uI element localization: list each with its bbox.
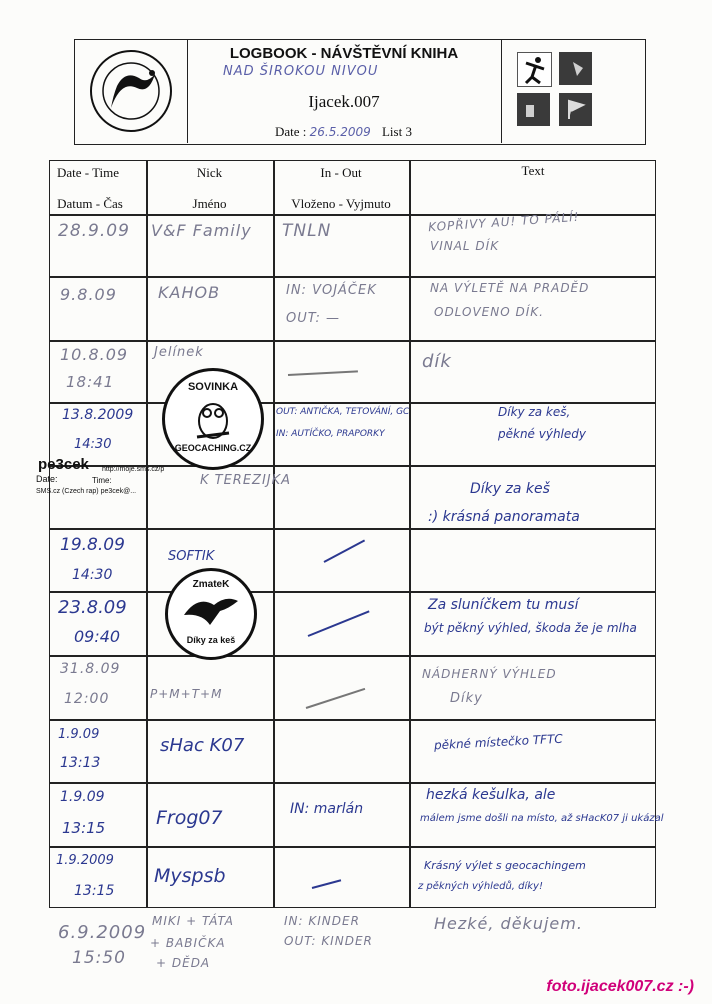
pe3cek-name: pe3cek <box>38 456 89 473</box>
col-inout-header: In - Out <box>320 165 362 180</box>
row-9-text-1: pěkné místečko TFTC <box>433 731 564 753</box>
row-1-inout: TNLN <box>282 221 332 241</box>
extra-entry-date: 6.9.2009 <box>58 922 147 943</box>
row-4-text-1: Díky za keš, <box>498 405 571 419</box>
owl-icon <box>193 397 233 441</box>
row-2-text-2: ODLOVENO DÍK. <box>434 305 544 319</box>
logo-cell <box>75 40 188 143</box>
row-7-text-2: být pěkný výhled, škoda že je mlha <box>424 621 637 635</box>
row-11-inout-dash <box>312 879 341 889</box>
row-10-inout: IN: marlán <box>290 801 364 817</box>
col-nick-header-cz: Jméno <box>192 196 227 211</box>
date-row <box>275 124 412 140</box>
extra-entry-in: IN: KINDER <box>284 914 360 928</box>
row-3-inout-dash <box>288 370 358 376</box>
hiker-icon <box>517 52 552 87</box>
sovinka-stamp-bottom: GEOCACHING.CZ <box>174 443 252 453</box>
row-8-time: 12:00 <box>64 691 110 707</box>
sovinka-stamp-top: SOVINKA <box>187 381 239 393</box>
extra-entry-text: Hezké, děkujem. <box>434 914 583 933</box>
geocache-icons <box>501 40 644 143</box>
row-4-date: 13.8.2009 <box>62 407 134 423</box>
cache-id: Ijacek.007 <box>308 92 380 111</box>
row-3-nick: Jelínek <box>154 345 204 360</box>
row-6-date: 19.8.09 <box>60 535 125 555</box>
extra-entry-nick-2: + BABIČKA <box>150 936 226 950</box>
row-11-text-2: z pěkných výhledů, díky! <box>418 881 543 892</box>
row-6-nick: SOFTIK <box>168 549 215 564</box>
box-icon <box>517 93 550 126</box>
pe3cek-stamp <box>30 456 200 512</box>
row-10-text-2: málem jsme došli na místo, až sHacK07 ji ukázal <box>420 813 664 824</box>
row-9-date: 1.9.09 <box>58 727 100 742</box>
row-1-text-1: KOPŘIVY AU! TO PÁLÍ! <box>427 209 580 235</box>
row-3-date: 10.8.09 <box>60 345 129 364</box>
row-4-text-2: pěkné výhledy <box>498 427 586 441</box>
row-2-inout-2: OUT: — <box>286 311 341 326</box>
row-1-date: 28.9.09 <box>58 221 130 241</box>
zmatek-stamp-top: ZmateK <box>192 579 230 590</box>
row-5-text-1: Díky za keš <box>470 481 550 497</box>
row-1-text-2: VINAL DÍK <box>430 239 500 253</box>
title-cell <box>187 40 502 143</box>
geocaching-logo-icon <box>75 40 187 143</box>
flag-icon <box>559 93 592 126</box>
terrain-icon <box>559 52 592 85</box>
extra-entry-out: OUT: KINDER <box>284 934 373 948</box>
row-10-nick: Frog07 <box>156 807 223 829</box>
row-7-inout-dash <box>308 610 370 637</box>
row-4-inout-2: IN: AUTÍČKO, PRAPORKY <box>276 429 385 439</box>
col-inout-header-cz: Vloženo - Vyjmuto <box>291 196 391 211</box>
pe3cek-time-label: Time: <box>92 476 112 485</box>
log-table <box>49 160 664 908</box>
row-8-date: 31.8.09 <box>60 661 121 677</box>
row-8-inout-dash <box>306 688 366 709</box>
date-label: Date : <box>275 124 307 139</box>
row-8-text-1: NÁDHERNÝ VÝHLED <box>422 667 557 681</box>
row-3-text-1: dík <box>422 351 452 372</box>
row-5-nick: K TEREZIJKA <box>200 473 292 488</box>
row-1-nick: V&F Family <box>151 221 252 240</box>
row-2-inout: IN: VOJÁČEK <box>286 283 377 298</box>
row-4-inout: OUT: ANTIČKA, TETOVÁNÍ, GC <box>276 407 410 417</box>
row-10-time: 13:15 <box>62 819 106 837</box>
cache-name: NAD ŠIROKOU NIVOU <box>223 64 379 79</box>
row-6-time: 14:30 <box>72 567 113 583</box>
extra-entry-nick-3: + DĚDA <box>156 956 211 970</box>
row-9-nick: sHac K07 <box>160 735 245 756</box>
watermark: foto.ijacek007.cz :-) <box>546 978 694 995</box>
row-11-time: 13:15 <box>74 883 115 899</box>
col-text-header: Text <box>521 163 545 178</box>
date-value: 26.5.2009 <box>309 125 371 139</box>
logbook-title: LOGBOOK - NÁVŠTĚVNÍ KNIHA <box>229 45 459 62</box>
pe3cek-date-label: Date: <box>36 474 58 484</box>
row-8-nick: P+M+T+M <box>150 687 223 701</box>
row-7-text-1: Za sluníčkem tu musí <box>428 597 579 613</box>
row-7-date: 23.8.09 <box>58 597 127 618</box>
col-date-header: Date - Time <box>56 165 120 180</box>
pe3cek-url: http://moje.sms.cz/p <box>102 466 165 473</box>
row-6-inout-dash <box>324 540 366 563</box>
row-10-date: 1.9.09 <box>60 789 105 805</box>
extra-entry-time: 15:50 <box>72 948 126 968</box>
row-9-time: 13:13 <box>60 755 101 771</box>
row-11-text-1: Krásný výlet s geocachingem <box>424 859 586 872</box>
col-nick-header: Nick <box>196 165 223 180</box>
bird-icon <box>180 591 242 631</box>
zmatek-stamp-bottom: Díky za keš <box>186 635 236 645</box>
col-date-header-cz: Datum - Čas <box>57 196 123 211</box>
row-3-time: 18:41 <box>66 373 115 391</box>
row-11-date: 1.9.2009 <box>56 853 114 868</box>
extra-entry-nick-1: MIKI + TÁTA <box>152 914 234 928</box>
list-label: List 3 <box>381 124 412 139</box>
row-2-text-1: NA VÝLETĚ NA PRADĚD <box>430 281 590 295</box>
row-7-time: 09:40 <box>74 627 121 646</box>
row-11-nick: Myspsb <box>154 865 226 887</box>
pe3cek-provider: SMS.cz (Czech rap) pe3cek@... <box>36 488 137 495</box>
row-4-time: 14:30 <box>74 437 112 452</box>
row-2-nick: KAHOB <box>158 283 221 302</box>
sovinka-stamp <box>162 368 264 470</box>
row-2-date: 9.8.09 <box>60 285 117 304</box>
zmatek-stamp <box>165 568 257 660</box>
row-10-text-1: hezká kešulka, ale <box>426 787 556 803</box>
logbook-header <box>74 39 646 145</box>
row-8-text-2: Díky <box>450 691 483 706</box>
row-5-text-2: :) krásná panoramata <box>428 509 580 525</box>
